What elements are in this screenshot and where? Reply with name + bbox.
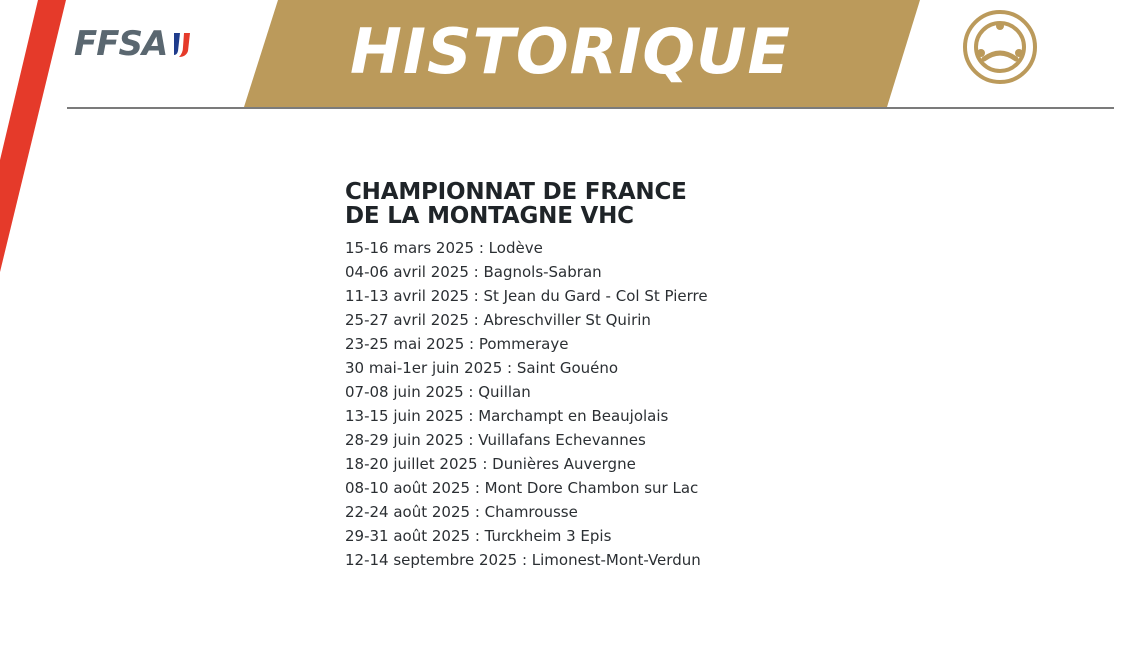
event-item: 28-29 juin 2025 : Vuillafans Echevannes bbox=[345, 431, 646, 449]
event-item: 15-16 mars 2025 : Lodève bbox=[345, 239, 543, 257]
ffsa-logo[interactable] bbox=[74, 26, 193, 62]
french-flag-icon bbox=[171, 29, 193, 59]
event-item: 23-25 mai 2025 : Pommeraye bbox=[345, 335, 569, 353]
championship-section bbox=[345, 180, 765, 572]
event-item: 22-24 août 2025 : Chamrousse bbox=[345, 503, 578, 521]
section-heading bbox=[345, 180, 765, 228]
event-item: 13-15 juin 2025 : Marchampt en Beaujolais bbox=[345, 407, 669, 425]
event-item: 30 mai-1er juin 2025 : Saint Gouéno bbox=[345, 359, 619, 377]
heading-line-2: DE LA MONTAGNE VHC bbox=[345, 203, 634, 229]
page-title: HISTORIQUE bbox=[350, 15, 791, 88]
event-item: 18-20 juillet 2025 : Dunières Auvergne bbox=[345, 455, 636, 473]
steering-wheel-icon bbox=[962, 9, 1038, 85]
logo-text: FFSA bbox=[74, 24, 168, 64]
event-item: 07-08 juin 2025 : Quillan bbox=[345, 383, 531, 401]
event-item: 29-31 août 2025 : Turckheim 3 Epis bbox=[345, 527, 612, 545]
event-list bbox=[345, 236, 765, 572]
event-item: 04-06 avril 2025 : Bagnols-Sabran bbox=[345, 263, 602, 281]
event-item: 11-13 avril 2025 : St Jean du Gard - Col St Pierre bbox=[345, 287, 708, 305]
event-item: 12-14 septembre 2025 : Limonest-Mont-Verdun bbox=[345, 551, 701, 569]
heading-line-1: CHAMPIONNAT DE FRANCE bbox=[345, 179, 687, 205]
header-divider bbox=[67, 107, 1114, 109]
event-item: 25-27 avril 2025 : Abreschviller St Quirin bbox=[345, 311, 651, 329]
event-item: 08-10 août 2025 : Mont Dore Chambon sur Lac bbox=[345, 479, 699, 497]
